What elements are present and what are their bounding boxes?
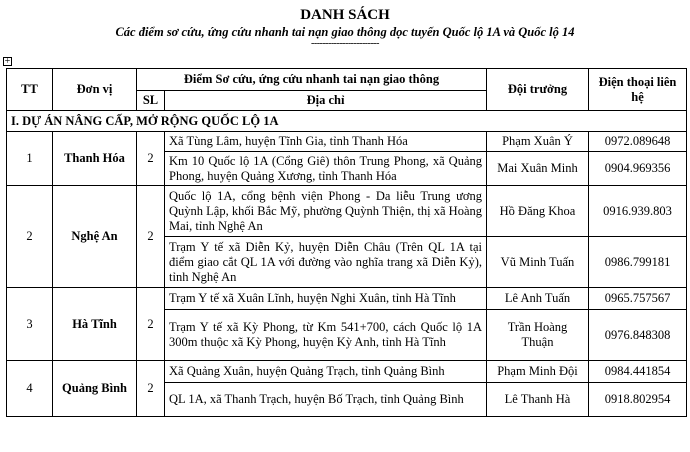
row-sl: 2 — [137, 288, 165, 361]
table-row — [7, 361, 687, 383]
row-sl: 2 — [137, 361, 165, 417]
header-points-group: Điểm Sơ cứu, ứng cứu nhanh tai nạn giao thông — [137, 69, 487, 91]
row-tt: 3 — [7, 288, 53, 361]
point-leader: Hồ Đăng Khoa — [487, 186, 589, 237]
row-tt: 1 — [7, 132, 53, 186]
table-row — [7, 288, 687, 310]
point-address: Quốc lộ 1A, cổng bệnh viện Phong - Da liễu Trung ương Quỳnh Lập, khối Bắc Mỹ, phường Quỳnh Thiện, thị xã Hoàng Mai, tỉnh Nghệ An — [165, 186, 487, 237]
header-address: Địa chỉ — [165, 91, 487, 111]
header-unit: Đơn vị — [53, 69, 137, 111]
point-phone: 0972.089648 — [589, 132, 687, 152]
point-address: Xã Quảng Xuân, huyện Quảng Trạch, tỉnh Quảng Bình — [165, 361, 487, 383]
point-phone: 0965.757567 — [589, 288, 687, 310]
header-leader: Đội trưởng — [487, 69, 589, 111]
point-phone: 0976.848308 — [589, 310, 687, 361]
point-address: QL 1A, xã Thanh Trạch, huyện Bố Trạch, tỉnh Quảng Bình — [165, 383, 487, 417]
point-leader: Trần Hoàng Thuận — [487, 310, 589, 361]
table-row — [7, 132, 687, 152]
point-leader: Lê Thanh Hà — [487, 383, 589, 417]
header-sl: SL — [137, 91, 165, 111]
point-leader: Phạm Xuân Ý — [487, 132, 589, 152]
first-aid-points-table — [6, 68, 687, 417]
row-tt: 2 — [7, 186, 53, 288]
point-phone: 0918.802954 — [589, 383, 687, 417]
point-leader: Lê Anh Tuấn — [487, 288, 589, 310]
table-row — [7, 186, 687, 237]
point-phone: 0984.441854 — [589, 361, 687, 383]
point-phone: 0916.939.803 — [589, 186, 687, 237]
header-tt: TT — [7, 69, 53, 111]
row-sl: 2 — [137, 186, 165, 288]
section-heading: I. DỰ ÁN NÂNG CẤP, MỞ RỘNG QUỐC LỘ 1A — [7, 111, 687, 132]
title-divider: ------------------------ — [311, 38, 379, 49]
row-tt: 4 — [7, 361, 53, 417]
header-phone: Điện thoại liên hệ — [589, 69, 687, 111]
row-sl: 2 — [137, 132, 165, 186]
row-unit: Thanh Hóa — [53, 132, 137, 186]
point-phone: 0904.969356 — [589, 152, 687, 186]
point-leader: Vũ Minh Tuấn — [487, 237, 589, 288]
point-address: Km 10 Quốc lộ 1A (Cổng Giê) thôn Trung Phong, xã Quảng Phong, huyện Quảng Xương, tỉnh Thanh Hóa — [165, 152, 487, 186]
point-address: Trạm Y tế xã Kỳ Phong, từ Km 541+700, cách Quốc lộ 1A 300m thuộc xã Kỳ Phong, huyện Kỳ Anh, tỉnh Hà Tĩnh — [165, 310, 487, 361]
document-title: DANH SÁCH — [300, 7, 390, 23]
document-subtitle: Các điểm sơ cứu, ứng cứu nhanh tai nạn giao thông dọc tuyến Quốc lộ 1A và Quốc lộ 14 — [115, 25, 575, 39]
point-address: Xã Tùng Lâm, huyện Tĩnh Gia, tỉnh Thanh Hóa — [165, 132, 487, 152]
point-leader: Phạm Minh Đội — [487, 361, 589, 383]
row-unit: Hà Tĩnh — [53, 288, 137, 361]
table-move-handle-icon[interactable]: + — [4, 56, 11, 67]
point-leader: Mai Xuân Minh — [487, 152, 589, 186]
point-address: Trạm Y tế xã Xuân Lĩnh, huyện Nghi Xuân, tỉnh Hà Tĩnh — [165, 288, 487, 310]
row-unit: Quảng Bình — [53, 361, 137, 417]
row-unit: Nghệ An — [53, 186, 137, 288]
point-phone: 0986.799181 — [589, 237, 687, 288]
point-address: Trạm Y tế xã Diễn Kỷ, huyện Diễn Châu (Trên QL 1A tại điểm giao cắt QL 1A với đường vào nghĩa trang xã Diễn Kỷ), tỉnh Nghệ An — [165, 237, 487, 288]
